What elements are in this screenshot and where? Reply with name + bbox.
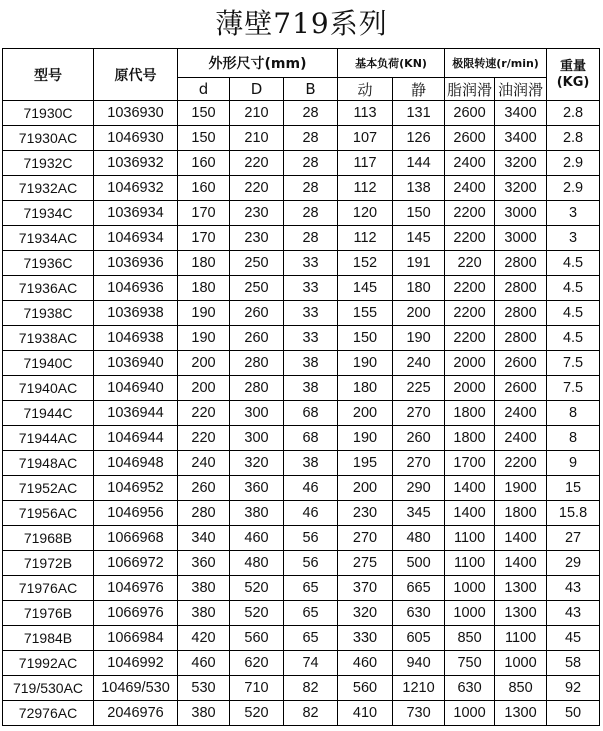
table-row	[3, 101, 600, 126]
cell-oil-speed: 2800	[495, 301, 547, 326]
cell-orig-code: 1046944	[94, 426, 178, 451]
cell-grease-speed: 630	[445, 676, 495, 701]
table-row	[3, 226, 600, 251]
cell-oil-speed: 1000	[495, 651, 547, 676]
table-row	[3, 326, 600, 351]
cell-D: 280	[230, 376, 284, 401]
cell-orig-code: 1066976	[94, 601, 178, 626]
cell-orig-code: 1036940	[94, 351, 178, 376]
cell-B: 28	[284, 151, 338, 176]
cell-grease-speed: 850	[445, 626, 495, 651]
cell-oil-speed: 2400	[495, 426, 547, 451]
cell-grease-speed: 2600	[445, 101, 495, 126]
cell-weight: 43	[547, 601, 600, 626]
cell-grease-speed: 2200	[445, 201, 495, 226]
cell-d: 340	[178, 526, 230, 551]
cell-oil-speed: 1300	[495, 601, 547, 626]
cell-D: 210	[230, 126, 284, 151]
header-model: 型号	[3, 49, 94, 101]
cell-B: 28	[284, 201, 338, 226]
cell-model: 71944C	[3, 401, 94, 426]
cell-orig-code: 1046932	[94, 176, 178, 201]
cell-static-load: 260	[393, 426, 445, 451]
cell-dynamic-load: 152	[338, 251, 393, 276]
cell-orig-code: 1066972	[94, 551, 178, 576]
cell-static-load: 1210	[393, 676, 445, 701]
cell-orig-code: 1036944	[94, 401, 178, 426]
cell-dynamic-load: 150	[338, 326, 393, 351]
table-row	[3, 276, 600, 301]
cell-oil-speed: 2800	[495, 251, 547, 276]
cell-weight: 7.5	[547, 351, 600, 376]
cell-d: 420	[178, 626, 230, 651]
cell-D: 250	[230, 276, 284, 301]
cell-dynamic-load: 560	[338, 676, 393, 701]
cell-dynamic-load: 200	[338, 401, 393, 426]
cell-grease-speed: 2200	[445, 276, 495, 301]
cell-orig-code: 1046930	[94, 126, 178, 151]
cell-weight: 58	[547, 651, 600, 676]
cell-D: 230	[230, 201, 284, 226]
cell-D: 560	[230, 626, 284, 651]
cell-orig-code: 1036936	[94, 251, 178, 276]
cell-model: 71938C	[3, 301, 94, 326]
cell-orig-code: 1046940	[94, 376, 178, 401]
cell-grease-speed: 1100	[445, 526, 495, 551]
cell-grease-speed: 1000	[445, 576, 495, 601]
cell-dynamic-load: 112	[338, 226, 393, 251]
cell-model: 71948AC	[3, 451, 94, 476]
table-row	[3, 201, 600, 226]
cell-orig-code: 10469/530	[94, 676, 178, 701]
header-B: B	[284, 78, 338, 101]
cell-weight: 4.5	[547, 326, 600, 351]
cell-D: 280	[230, 351, 284, 376]
cell-d: 220	[178, 426, 230, 451]
cell-weight: 8	[547, 401, 600, 426]
cell-oil-speed: 1900	[495, 476, 547, 501]
cell-grease-speed: 2000	[445, 351, 495, 376]
cell-dynamic-load: 370	[338, 576, 393, 601]
cell-dynamic-load: 330	[338, 626, 393, 651]
cell-weight: 50	[547, 701, 600, 726]
cell-oil-speed: 1300	[495, 701, 547, 726]
cell-static-load: 290	[393, 476, 445, 501]
cell-model: 71944AC	[3, 426, 94, 451]
cell-B: 28	[284, 126, 338, 151]
cell-grease-speed: 2400	[445, 151, 495, 176]
cell-B: 65	[284, 576, 338, 601]
cell-grease-speed: 750	[445, 651, 495, 676]
cell-B: 33	[284, 276, 338, 301]
cell-D: 250	[230, 251, 284, 276]
table-row	[3, 176, 600, 201]
cell-d: 240	[178, 451, 230, 476]
cell-grease-speed: 1100	[445, 551, 495, 576]
cell-d: 160	[178, 151, 230, 176]
cell-grease-speed: 2200	[445, 226, 495, 251]
cell-oil-speed: 3400	[495, 126, 547, 151]
cell-dynamic-load: 113	[338, 101, 393, 126]
cell-B: 56	[284, 551, 338, 576]
cell-d: 380	[178, 701, 230, 726]
cell-B: 33	[284, 301, 338, 326]
header-D: D	[230, 78, 284, 101]
cell-oil-speed: 2400	[495, 401, 547, 426]
cell-model: 71952AC	[3, 476, 94, 501]
table-row	[3, 426, 600, 451]
cell-orig-code: 1046948	[94, 451, 178, 476]
cell-D: 260	[230, 301, 284, 326]
cell-model: 71956AC	[3, 501, 94, 526]
cell-model: 71936AC	[3, 276, 94, 301]
cell-model: 71938AC	[3, 326, 94, 351]
cell-D: 210	[230, 101, 284, 126]
cell-dynamic-load: 275	[338, 551, 393, 576]
header-weight-unit: (KG)	[556, 74, 590, 90]
cell-B: 33	[284, 326, 338, 351]
cell-dynamic-load: 230	[338, 501, 393, 526]
cell-grease-speed: 2000	[445, 376, 495, 401]
cell-static-load: 225	[393, 376, 445, 401]
table-row	[3, 501, 600, 526]
header-grease: 脂润滑	[445, 78, 495, 101]
cell-static-load: 145	[393, 226, 445, 251]
bearing-spec-table	[2, 48, 600, 726]
cell-grease-speed: 2400	[445, 176, 495, 201]
cell-orig-code: 1046976	[94, 576, 178, 601]
cell-D: 300	[230, 426, 284, 451]
cell-grease-speed: 1000	[445, 601, 495, 626]
cell-grease-speed: 2600	[445, 126, 495, 151]
cell-orig-code: 1046956	[94, 501, 178, 526]
cell-dynamic-load: 155	[338, 301, 393, 326]
cell-weight: 4.5	[547, 276, 600, 301]
header-weight	[547, 49, 600, 101]
cell-D: 710	[230, 676, 284, 701]
cell-static-load: 126	[393, 126, 445, 151]
cell-weight: 4.5	[547, 251, 600, 276]
cell-orig-code: 1046936	[94, 276, 178, 301]
cell-static-load: 500	[393, 551, 445, 576]
cell-oil-speed: 3200	[495, 151, 547, 176]
cell-D: 260	[230, 326, 284, 351]
table-row	[3, 151, 600, 176]
cell-B: 28	[284, 226, 338, 251]
cell-model: 71940AC	[3, 376, 94, 401]
cell-oil-speed: 1100	[495, 626, 547, 651]
cell-oil-speed: 1400	[495, 526, 547, 551]
header-static: 静	[393, 78, 445, 101]
table-row	[3, 576, 600, 601]
cell-dynamic-load: 460	[338, 651, 393, 676]
cell-weight: 9	[547, 451, 600, 476]
cell-D: 520	[230, 601, 284, 626]
table-row	[3, 126, 600, 151]
cell-static-load: 605	[393, 626, 445, 651]
table-row	[3, 626, 600, 651]
cell-d: 530	[178, 676, 230, 701]
cell-model: 71976AC	[3, 576, 94, 601]
cell-weight: 92	[547, 676, 600, 701]
cell-B: 38	[284, 451, 338, 476]
header-d: d	[178, 78, 230, 101]
cell-oil-speed: 1400	[495, 551, 547, 576]
cell-d: 190	[178, 326, 230, 351]
cell-static-load: 131	[393, 101, 445, 126]
cell-d: 180	[178, 251, 230, 276]
cell-grease-speed: 2200	[445, 301, 495, 326]
header-orig-code: 原代号	[94, 49, 178, 101]
cell-d: 220	[178, 401, 230, 426]
cell-D: 230	[230, 226, 284, 251]
cell-model: 719/530AC	[3, 676, 94, 701]
cell-weight: 15	[547, 476, 600, 501]
cell-B: 68	[284, 401, 338, 426]
cell-model: 71932C	[3, 151, 94, 176]
cell-dynamic-load: 190	[338, 351, 393, 376]
cell-d: 180	[178, 276, 230, 301]
cell-orig-code: 1046992	[94, 651, 178, 676]
table-row	[3, 676, 600, 701]
cell-D: 300	[230, 401, 284, 426]
cell-orig-code: 1066984	[94, 626, 178, 651]
cell-D: 220	[230, 176, 284, 201]
header-speed: 极限转速(r/min)	[445, 49, 547, 78]
cell-dynamic-load: 200	[338, 476, 393, 501]
cell-static-load: 270	[393, 401, 445, 426]
header-load: 基本负荷(KN)	[338, 49, 445, 78]
cell-grease-speed: 1400	[445, 501, 495, 526]
cell-orig-code: 1066968	[94, 526, 178, 551]
header-oil: 油润滑	[495, 78, 547, 101]
cell-orig-code: 1036934	[94, 201, 178, 226]
cell-oil-speed: 1800	[495, 501, 547, 526]
cell-orig-code: 1046934	[94, 226, 178, 251]
cell-oil-speed: 1300	[495, 576, 547, 601]
cell-d: 200	[178, 351, 230, 376]
cell-grease-speed: 1800	[445, 426, 495, 451]
cell-static-load: 630	[393, 601, 445, 626]
cell-weight: 27	[547, 526, 600, 551]
cell-weight: 3	[547, 201, 600, 226]
table-row	[3, 451, 600, 476]
cell-B: 65	[284, 601, 338, 626]
cell-static-load: 730	[393, 701, 445, 726]
cell-static-load: 180	[393, 276, 445, 301]
cell-model: 72976AC	[3, 701, 94, 726]
cell-d: 190	[178, 301, 230, 326]
cell-dynamic-load: 270	[338, 526, 393, 551]
cell-orig-code: 1036932	[94, 151, 178, 176]
cell-weight: 2.9	[547, 176, 600, 201]
cell-weight: 4.5	[547, 301, 600, 326]
cell-static-load: 240	[393, 351, 445, 376]
cell-d: 460	[178, 651, 230, 676]
cell-d: 170	[178, 201, 230, 226]
cell-oil-speed: 3200	[495, 176, 547, 201]
table-row	[3, 251, 600, 276]
header-weight-label: 重量	[560, 58, 587, 74]
cell-model: 71930AC	[3, 126, 94, 151]
cell-oil-speed: 2200	[495, 451, 547, 476]
cell-model: 71930C	[3, 101, 94, 126]
cell-weight: 43	[547, 576, 600, 601]
cell-model: 71968B	[3, 526, 94, 551]
cell-static-load: 345	[393, 501, 445, 526]
cell-weight: 45	[547, 626, 600, 651]
cell-orig-code: 1046938	[94, 326, 178, 351]
cell-model: 71984B	[3, 626, 94, 651]
cell-D: 520	[230, 576, 284, 601]
cell-d: 380	[178, 601, 230, 626]
cell-D: 360	[230, 476, 284, 501]
cell-oil-speed: 3400	[495, 101, 547, 126]
cell-static-load: 480	[393, 526, 445, 551]
cell-model: 71934AC	[3, 226, 94, 251]
cell-B: 65	[284, 626, 338, 651]
table-row	[3, 651, 600, 676]
cell-d: 260	[178, 476, 230, 501]
page-title: 薄壁719系列	[215, 7, 388, 40]
cell-B: 74	[284, 651, 338, 676]
cell-D: 520	[230, 701, 284, 726]
cell-weight: 15.8	[547, 501, 600, 526]
cell-orig-code: 1036938	[94, 301, 178, 326]
header-dimensions: 外形尺寸(mm)	[178, 49, 338, 78]
cell-D: 320	[230, 451, 284, 476]
table-body	[3, 101, 600, 726]
cell-B: 82	[284, 701, 338, 726]
cell-B: 28	[284, 176, 338, 201]
table-row	[3, 551, 600, 576]
cell-D: 220	[230, 151, 284, 176]
table-row	[3, 376, 600, 401]
cell-model: 71940C	[3, 351, 94, 376]
cell-d: 160	[178, 176, 230, 201]
cell-D: 480	[230, 551, 284, 576]
cell-dynamic-load: 180	[338, 376, 393, 401]
cell-weight: 7.5	[547, 376, 600, 401]
cell-weight: 2.8	[547, 126, 600, 151]
cell-weight: 2.9	[547, 151, 600, 176]
cell-dynamic-load: 190	[338, 426, 393, 451]
cell-B: 46	[284, 476, 338, 501]
cell-dynamic-load: 112	[338, 176, 393, 201]
cell-static-load: 270	[393, 451, 445, 476]
table-row	[3, 351, 600, 376]
cell-B: 33	[284, 251, 338, 276]
cell-d: 170	[178, 226, 230, 251]
cell-static-load: 144	[393, 151, 445, 176]
header-dynamic: 动	[338, 78, 393, 101]
cell-B: 82	[284, 676, 338, 701]
cell-weight: 3	[547, 226, 600, 251]
cell-orig-code: 1046952	[94, 476, 178, 501]
cell-weight: 2.8	[547, 101, 600, 126]
cell-static-load: 200	[393, 301, 445, 326]
cell-d: 380	[178, 576, 230, 601]
cell-static-load: 190	[393, 326, 445, 351]
cell-static-load: 138	[393, 176, 445, 201]
cell-static-load: 940	[393, 651, 445, 676]
cell-dynamic-load: 120	[338, 201, 393, 226]
cell-grease-speed: 1800	[445, 401, 495, 426]
cell-grease-speed: 2200	[445, 326, 495, 351]
cell-B: 68	[284, 426, 338, 451]
cell-oil-speed: 2800	[495, 276, 547, 301]
cell-grease-speed: 1700	[445, 451, 495, 476]
cell-model: 71932AC	[3, 176, 94, 201]
cell-d: 360	[178, 551, 230, 576]
cell-B: 38	[284, 351, 338, 376]
cell-dynamic-load: 320	[338, 601, 393, 626]
cell-B: 38	[284, 376, 338, 401]
cell-oil-speed: 2600	[495, 351, 547, 376]
cell-oil-speed: 2800	[495, 326, 547, 351]
table-row	[3, 401, 600, 426]
cell-dynamic-load: 195	[338, 451, 393, 476]
cell-oil-speed: 3000	[495, 201, 547, 226]
cell-oil-speed: 850	[495, 676, 547, 701]
cell-model: 71972B	[3, 551, 94, 576]
cell-d: 200	[178, 376, 230, 401]
cell-grease-speed: 220	[445, 251, 495, 276]
cell-dynamic-load: 107	[338, 126, 393, 151]
table-row	[3, 301, 600, 326]
cell-orig-code: 1036930	[94, 101, 178, 126]
cell-oil-speed: 2600	[495, 376, 547, 401]
cell-static-load: 665	[393, 576, 445, 601]
cell-B: 46	[284, 501, 338, 526]
cell-static-load: 191	[393, 251, 445, 276]
cell-dynamic-load: 145	[338, 276, 393, 301]
cell-D: 620	[230, 651, 284, 676]
cell-model: 71992AC	[3, 651, 94, 676]
cell-model: 71936C	[3, 251, 94, 276]
table-row	[3, 701, 600, 726]
cell-grease-speed: 1400	[445, 476, 495, 501]
cell-d: 150	[178, 126, 230, 151]
cell-grease-speed: 1000	[445, 701, 495, 726]
cell-oil-speed: 3000	[495, 226, 547, 251]
cell-d: 280	[178, 501, 230, 526]
cell-model: 71934C	[3, 201, 94, 226]
cell-dynamic-load: 117	[338, 151, 393, 176]
cell-weight: 8	[547, 426, 600, 451]
cell-dynamic-load: 410	[338, 701, 393, 726]
cell-B: 56	[284, 526, 338, 551]
cell-B: 28	[284, 101, 338, 126]
cell-D: 380	[230, 501, 284, 526]
table-row	[3, 601, 600, 626]
cell-d: 150	[178, 101, 230, 126]
cell-D: 460	[230, 526, 284, 551]
cell-model: 71976B	[3, 601, 94, 626]
table-row	[3, 526, 600, 551]
cell-orig-code: 2046976	[94, 701, 178, 726]
cell-static-load: 150	[393, 201, 445, 226]
table-row	[3, 476, 600, 501]
cell-weight: 29	[547, 551, 600, 576]
